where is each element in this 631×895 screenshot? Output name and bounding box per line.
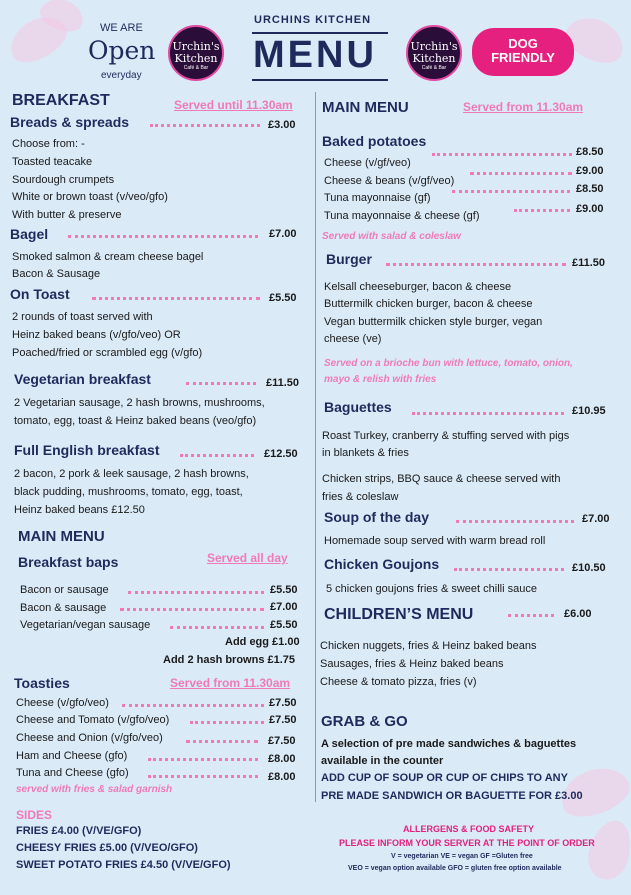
veg-breakfast-price: £11.50 [266, 377, 300, 389]
toast-name: On Toast [10, 286, 70, 302]
baguettes-name: Baguettes [324, 399, 392, 415]
potatoes-name: Baked potatoes [322, 133, 427, 149]
veg-breakfast-line: 2 Vegetarian sausage, 2 hash browns, mushrooms, [14, 397, 265, 409]
logo-sub: Café & Bar [421, 65, 447, 71]
children-line: Sausages, fries & Heinz baked beans [320, 658, 504, 670]
veg-breakfast-dots [186, 382, 256, 385]
open-text: Open [88, 36, 156, 65]
veg-breakfast-line: tomato, egg, toast & Heinz baked beans (veo/gfo) [14, 415, 257, 427]
soup-price: £7.00 [582, 513, 610, 525]
soup-name: Soup of the day [324, 509, 429, 525]
potato-item-price: £9.00 [576, 203, 604, 215]
english-breakfast-dots [180, 454, 254, 457]
bagel-line: Smoked salmon & cream cheese bagel [12, 251, 204, 263]
baguettes-line: Chicken strips, BBQ sauce & cheese served with [322, 473, 561, 485]
grab-go-line: PRE MADE SANDWICH OR BAGUETTE FOR £3.00 [321, 790, 583, 802]
urchins-logo-right [406, 25, 462, 81]
baguettes-line: fries & coleslaw [322, 491, 399, 503]
veg-breakfast-name: Vegetarian breakfast [14, 371, 151, 387]
breads-line: Toasted teacake [12, 156, 93, 168]
breakfast-title: BREAKFAST [12, 92, 110, 109]
bap-item-price: £5.50 [270, 619, 298, 631]
children-price: £6.00 [564, 608, 592, 620]
baguettes-dots [412, 412, 564, 415]
add-egg-text: Add egg £1.00 [225, 636, 300, 648]
baguettes-line: in blankets & fries [322, 447, 409, 459]
bap-item-name: Bacon or sausage [20, 584, 109, 596]
english-breakfast-line: 2 bacon, 2 pork & leek sausage, 2 hash browns, [14, 468, 249, 480]
bap-item-dots [170, 626, 264, 629]
left-main-menu-title: MAIN MENU [18, 528, 105, 545]
sides-title: SIDES [16, 808, 53, 822]
burger-dots [386, 263, 566, 266]
potato-item-name: Tuna mayonnaise (gf) [324, 192, 431, 204]
toast-price: £5.50 [269, 292, 297, 304]
grab-go-line: ADD CUP OF SOUP OR CUP OF CHIPS TO ANY [321, 772, 568, 784]
allergens-key: VEO = vegan option available GFO = gluten free option available [348, 865, 562, 872]
goujons-line: 5 chicken goujons fries & sweet chilli sauce [326, 583, 537, 595]
menu-title: MENU [253, 34, 377, 76]
potato-item-dots [470, 172, 572, 175]
blossom-decoration-bottom-right-2 [583, 816, 631, 884]
potato-item-price: £8.50 [576, 146, 604, 158]
logo-name: Urchin's Kitchen [172, 40, 220, 65]
toast-line: Heinz baked beans (v/gfo/veo) OR [12, 329, 181, 341]
bap-item-name: Bacon & sausage [20, 602, 107, 614]
bap-item-price: £5.50 [270, 584, 298, 596]
breads-name: Breads & spreads [10, 114, 130, 130]
potato-item-dots [432, 153, 572, 156]
allergens-key: V = vegetarian VE = vegan GF =Gluten free [391, 853, 533, 860]
toastie-item-name: Cheese (v/gfo/veo) [16, 697, 109, 709]
allergens-title: ALLERGENS & FOOD SAFETY [403, 824, 535, 834]
bap-item-name: Vegetarian/vegan sausage [20, 619, 151, 631]
burger-line: Vegan buttermilk chicken style burger, vegan [324, 316, 543, 328]
toastie-item-price: £7.50 [269, 714, 297, 726]
breads-line: Sourdough crumpets [12, 174, 115, 186]
sides-line: FRIES £4.00 (V/VE/GFO) [16, 825, 142, 837]
burger-note: Served on a brioche bun with lettuce, tomato, onion, [324, 358, 573, 369]
toasties-served: Served from 11.30am [170, 676, 291, 690]
goujons-price: £10.50 [572, 562, 606, 574]
burger-line: Kelsall cheeseburger, bacon & cheese [324, 281, 512, 293]
grab-go-line: A selection of pre made sandwiches & baguettes [321, 738, 577, 750]
goujons-name: Chicken Goujons [324, 556, 440, 572]
baps-name: Breakfast baps [18, 554, 119, 570]
breakfast-served: Served until 11.30am [174, 98, 293, 112]
soup-dots [456, 520, 574, 523]
toast-dots [92, 297, 260, 300]
potato-item-name: Tuna mayonnaise & cheese (gf) [324, 210, 480, 222]
soup-line: Homemade soup served with warm bread roll [324, 535, 546, 547]
bap-item-dots [120, 608, 264, 611]
english-breakfast-line: Heinz baked beans £12.50 [14, 504, 145, 516]
kitchen-name: URCHINS KITCHEN [254, 14, 372, 26]
dog-friendly-text: DOG FRIENDLY [491, 36, 555, 65]
english-breakfast-price: £12.50 [264, 448, 298, 460]
potato-item-name: Cheese & beans (v/gf/veo) [324, 175, 455, 187]
potato-item-dots [514, 209, 570, 212]
right-main-menu-title: MAIN MENU [322, 99, 409, 116]
right-main-served: Served from 11.30am [463, 100, 584, 114]
breads-dots [150, 124, 260, 127]
baps-served: Served all day [207, 551, 288, 565]
potatoes-note: Served with salad & coleslaw [322, 231, 461, 242]
children-line: Chicken nuggets, fries & Heinz baked beans [320, 640, 537, 652]
bagel-name: Bagel [10, 226, 49, 242]
logo-name: Urchin's Kitchen [410, 40, 458, 65]
burger-name: Burger [326, 251, 372, 267]
allergens-notice: PLEASE INFORM YOUR SERVER AT THE POINT OF ORDER [339, 838, 595, 848]
bagel-price: £7.00 [269, 228, 297, 240]
goujons-dots [454, 568, 564, 571]
toasties-name: Toasties [14, 675, 70, 691]
sides-line: SWEET POTATO FRIES £4.50 (V/VE/GFO) [16, 859, 231, 871]
potato-item-price: £9.00 [576, 165, 604, 177]
toastie-item-name: Ham and Cheese (gfo) [16, 750, 128, 762]
children-line: Cheese & tomato pizza, fries (v) [320, 676, 477, 688]
baguettes-line: Roast Turkey, cranberry & stuffing served with pigs [322, 430, 570, 442]
logo-sub: Café & Bar [183, 65, 209, 71]
children-menu-title: CHILDREN’S MENU [324, 606, 474, 623]
toastie-item-dots [186, 740, 258, 743]
menu-rule-bottom [252, 79, 388, 81]
toasties-note: served with fries & salad garnish [16, 784, 173, 795]
potato-item-name: Cheese (v/gf/veo) [324, 157, 411, 169]
urchins-logo-left [168, 25, 224, 81]
grab-go-line: available in the counter [321, 755, 444, 767]
burger-note: mayo & relish with fries [324, 374, 437, 385]
bagel-line: Bacon & Sausage [12, 268, 101, 280]
column-divider [315, 92, 316, 802]
bap-item-price: £7.00 [270, 601, 298, 613]
toast-line: Poached/fried or scrambled egg (v/gfo) [12, 347, 203, 359]
breads-line: Choose from: - [12, 138, 85, 150]
toastie-item-name: Cheese and Onion (v/gfo/veo) [16, 732, 163, 744]
breads-price: £3.00 [268, 119, 296, 131]
burger-price: £11.50 [572, 257, 606, 269]
toastie-item-price: £8.00 [268, 771, 296, 783]
burger-line: cheese (ve) [324, 333, 382, 345]
toastie-item-dots [122, 704, 264, 707]
toast-line: 2 rounds of toast served with [12, 311, 153, 323]
breads-line: With butter & preserve [12, 209, 122, 221]
add-hash-browns-text: Add 2 hash browns £1.75 [163, 654, 296, 666]
toastie-item-name: Cheese and Tomato (v/gfo/veo) [16, 714, 170, 726]
toastie-item-name: Tuna and Cheese (gfo) [16, 767, 129, 779]
sides-line: CHEESY FRIES £5.00 (V/VEO/GFO) [16, 842, 198, 854]
dog-friendly-badge [472, 28, 574, 76]
breads-line: White or brown toast (v/veo/gfo) [12, 191, 168, 203]
potato-item-price: £8.50 [576, 183, 604, 195]
children-dots [508, 614, 554, 617]
toastie-item-dots [148, 775, 258, 778]
we-are-text: WE ARE [100, 22, 143, 34]
bagel-dots [68, 235, 258, 238]
english-breakfast-name: Full English breakfast [14, 442, 160, 458]
toastie-item-dots [148, 758, 258, 761]
toastie-item-price: £7.50 [269, 697, 297, 709]
english-breakfast-line: black pudding, mushrooms, tomato, egg, toast, [14, 486, 243, 498]
potato-item-dots [452, 190, 570, 193]
everyday-text: everyday [101, 70, 142, 81]
toastie-item-price: £8.00 [268, 753, 296, 765]
toastie-item-price: £7.50 [268, 735, 296, 747]
burger-line: Buttermilk chicken burger, bacon & cheese [324, 298, 533, 310]
toastie-item-dots [190, 721, 264, 724]
grab-go-title: GRAB & GO [321, 713, 408, 730]
bap-item-dots [128, 591, 264, 594]
baguettes-price: £10.95 [572, 405, 606, 417]
